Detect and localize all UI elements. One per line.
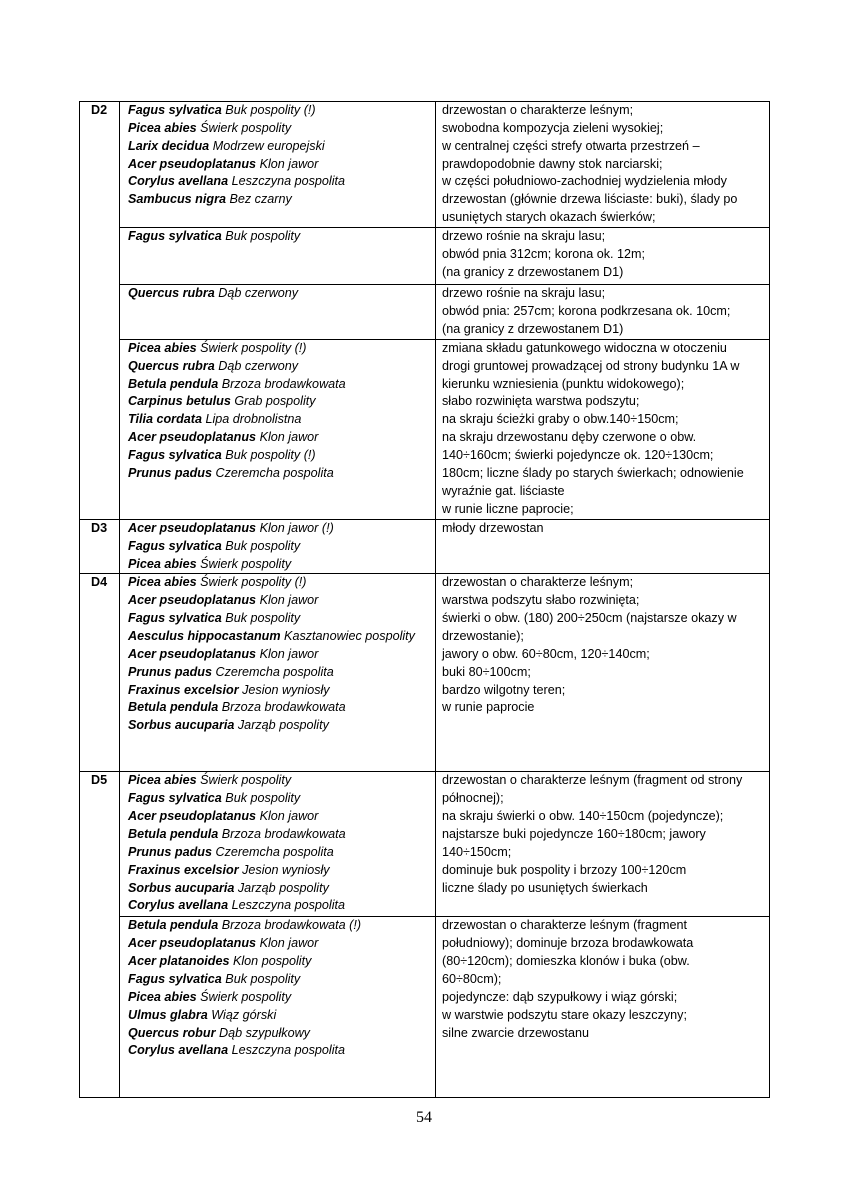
species-entry — [128, 340, 435, 358]
polish-name: Leszczyna pospolita — [228, 1043, 346, 1058]
note-line: w warstwie podszytu stare okazy leszczyny; — [442, 1007, 687, 1022]
note-line: drzewostanie); — [442, 628, 524, 643]
species-entry — [128, 447, 435, 465]
note-line: prawdopodobnie dawny stok narciarski; — [442, 156, 663, 171]
note-line: warstwa podszytu słabo rozwinięta; — [442, 593, 640, 608]
polish-name: Buk pospolity — [221, 538, 301, 553]
page-number: 54 — [416, 1109, 432, 1126]
species-entry — [128, 592, 435, 610]
section-code: D2 — [80, 102, 120, 520]
polish-name: Świerk pospolity — [196, 556, 292, 571]
polish-name: Modrzew europejski — [209, 138, 325, 153]
latin-name: Sorbus aucuparia — [128, 880, 235, 895]
polish-name: Świerk pospolity — [196, 989, 292, 1004]
note-line: (80÷120cm); domieszka klonów i buka (obw. — [442, 954, 690, 969]
latin-name: Fraxinus excelsior — [128, 862, 239, 877]
latin-name: Carpinus betulus — [128, 394, 231, 409]
species-entry — [128, 465, 435, 483]
polish-name: Jesion wyniosły — [238, 682, 330, 697]
species-entry — [128, 120, 435, 138]
species-entry — [128, 897, 435, 915]
table-row — [80, 227, 770, 284]
latin-name: Picea abies — [128, 120, 197, 135]
note-line: usuniętych starych okazach świerków; — [442, 210, 656, 225]
species-entry — [128, 826, 435, 844]
table-row — [80, 574, 770, 772]
note-line: 140÷160cm; świerki pojedyncze ok. 120÷130cm; — [442, 447, 714, 462]
species-entry — [128, 862, 435, 880]
polish-name: Buk pospolity — [221, 611, 301, 626]
note-line: północnej); — [442, 791, 504, 806]
polish-name: Buk pospolity — [221, 791, 301, 806]
note-line: wyraźnie gat. liściaste — [442, 483, 565, 498]
notes-cell — [436, 574, 770, 772]
latin-name: Betula pendula — [128, 700, 219, 715]
notes-cell — [436, 519, 770, 574]
latin-name: Picea abies — [128, 340, 197, 355]
note-line: w runie paprocie — [442, 700, 535, 715]
polish-name: Kasztanowiec pospolity — [280, 628, 415, 643]
latin-name: Quercus rubra — [128, 358, 215, 373]
latin-name: Acer pseudoplatanus — [128, 520, 257, 535]
polish-name: Wiąz górski — [207, 1007, 277, 1022]
species-entry — [128, 574, 435, 592]
species-entry — [128, 699, 435, 717]
note-line: w części południowo-zachodniej wydzielenia młody — [442, 174, 727, 189]
latin-name: Betula pendula — [128, 826, 219, 841]
species-cell — [120, 339, 436, 519]
latin-name: Betula pendula — [128, 918, 219, 933]
polish-name: Klon jawor — [256, 156, 319, 171]
latin-name: Picea abies — [128, 773, 197, 788]
latin-name: Fagus sylvatica — [128, 538, 222, 553]
species-entry — [128, 228, 435, 246]
table-row — [80, 339, 770, 519]
notes-cell — [436, 227, 770, 284]
note-line: drogi gruntowej prowadzącej od strony budynku 1A w — [442, 358, 740, 373]
species-entry — [128, 917, 435, 935]
notes-cell — [436, 102, 770, 228]
species-entry — [128, 808, 435, 826]
polish-name: Świerk pospolity (!) — [196, 575, 307, 590]
latin-name: Fagus sylvatica — [128, 447, 222, 462]
species-entry — [128, 538, 435, 556]
species-cell — [120, 917, 436, 1098]
note-line: drzewo rośnie na skraju lasu; — [442, 228, 606, 243]
table-row — [80, 772, 770, 917]
polish-name: Czeremcha pospolita — [211, 664, 334, 679]
latin-name: Prunus padus — [128, 465, 212, 480]
latin-name: Larix decidua — [128, 138, 210, 153]
note-line: drzewo rośnie na skraju lasu; — [442, 285, 606, 300]
polish-name: Buk pospolity — [221, 228, 301, 243]
polish-name: Czeremcha pospolita — [211, 465, 334, 480]
note-line: pojedyncze: dąb szypułkowy i wiąz górski; — [442, 989, 678, 1004]
note-line: drzewostan o charakterze leśnym (fragment — [442, 918, 687, 933]
note-line: na skraju drzewostanu dęby czerwone o obw. — [442, 430, 697, 445]
note-line: drzewostan o charakterze leśnym; — [442, 103, 634, 117]
latin-name: Acer pseudoplatanus — [128, 646, 257, 661]
polish-name: Dąb czerwony — [214, 358, 299, 373]
note-line: (na granicy z drzewostanem D1) — [442, 321, 624, 336]
latin-name: Corylus avellana — [128, 174, 229, 189]
polish-name: Leszczyna pospolita — [228, 898, 346, 913]
species-entry — [128, 989, 435, 1007]
species-entry — [128, 935, 435, 953]
note-line: młody drzewostan — [442, 520, 544, 535]
table-row — [80, 284, 770, 339]
notes-cell — [436, 284, 770, 339]
species-cell — [120, 102, 436, 228]
polish-name: Klon jawor — [256, 593, 319, 608]
polish-name: Klon jawor — [256, 646, 319, 661]
notes-cell — [436, 917, 770, 1098]
latin-name: Picea abies — [128, 556, 197, 571]
latin-name: Acer pseudoplatanus — [128, 593, 257, 608]
note-line: buki 80÷100cm; — [442, 664, 531, 679]
section-code: D4 — [80, 574, 120, 772]
latin-name: Quercus rubra — [128, 285, 215, 300]
note-line: drzewostan (głównie drzewa liściaste: buki), ślady po — [442, 192, 738, 207]
polish-name: Dąb czerwony — [214, 285, 299, 300]
species-cell — [120, 284, 436, 339]
species-entry — [128, 628, 435, 646]
latin-name: Sorbus aucuparia — [128, 718, 235, 733]
polish-name: Buk pospolity (!) — [221, 447, 316, 462]
latin-name: Tilia cordata — [128, 412, 202, 427]
note-line: bardzo wilgotny teren; — [442, 682, 566, 697]
note-line: swobodna kompozycja zieleni wysokiej; — [442, 120, 664, 135]
species-cell — [120, 772, 436, 917]
species-entry — [128, 646, 435, 664]
note-line: słabo rozwinięta warstwa podszytu; — [442, 394, 640, 409]
table-row — [80, 102, 770, 228]
species-entry — [128, 610, 435, 628]
latin-name: Acer pseudoplatanus — [128, 156, 257, 171]
species-entry — [128, 1042, 435, 1060]
note-line: w runie liczne paprocie; — [442, 501, 574, 516]
species-entry — [128, 102, 435, 120]
polish-name: Brzoza brodawkowata — [218, 700, 346, 715]
polish-name: Klon jawor — [256, 936, 319, 951]
species-inventory-table — [79, 101, 770, 1098]
note-line: południowy); dominuje brzoza brodawkowata — [442, 936, 694, 951]
note-line: drzewostan o charakterze leśnym (fragment od strony — [442, 773, 743, 788]
polish-name: Jesion wyniosły — [238, 862, 330, 877]
note-line: dominuje buk pospolity i brzozy 100÷120cm — [442, 862, 687, 877]
latin-name: Prunus padus — [128, 664, 212, 679]
note-line: kierunku wzniesienia (punktu widokowego); — [442, 376, 685, 391]
species-entry — [128, 880, 435, 898]
species-cell — [120, 574, 436, 772]
polish-name: Klon pospolity — [229, 954, 312, 969]
latin-name: Fagus sylvatica — [128, 228, 222, 243]
latin-name: Fagus sylvatica — [128, 791, 222, 806]
latin-name: Fagus sylvatica — [128, 971, 222, 986]
note-line: 180cm; liczne ślady po starych świerkach; odnowienie — [442, 465, 744, 480]
notes-cell — [436, 772, 770, 917]
section-code: D5 — [80, 772, 120, 1098]
species-entry — [128, 1025, 435, 1043]
note-line: jawory o obw. 60÷80cm, 120÷140cm; — [442, 646, 650, 661]
species-entry — [128, 1007, 435, 1025]
species-entry — [128, 156, 435, 174]
note-line: zmiana składu gatunkowego widoczna w otoczeniu — [442, 340, 727, 355]
note-line: na skraju świerki o obw. 140÷150cm (pojedyncze); — [442, 809, 724, 824]
species-entry — [128, 717, 435, 735]
polish-name: Świerk pospolity (!) — [196, 340, 307, 355]
polish-name: Lipa drobnolistna — [201, 412, 302, 427]
polish-name: Brzoza brodawkowata — [218, 826, 346, 841]
table-body — [80, 102, 770, 1098]
species-entry — [128, 138, 435, 156]
species-entry — [128, 393, 435, 411]
polish-name: Leszczyna pospolita — [228, 174, 346, 189]
note-line: liczne ślady po usuniętych świerkach — [442, 880, 648, 895]
latin-name: Fagus sylvatica — [128, 103, 222, 117]
species-entry — [128, 790, 435, 808]
species-entry — [128, 682, 435, 700]
latin-name: Betula pendula — [128, 376, 219, 391]
note-line: 60÷80cm); — [442, 971, 502, 986]
polish-name: Jarząb pospolity — [234, 880, 329, 895]
polish-name: Grab pospolity — [230, 394, 316, 409]
note-line: obwód pnia 312cm; korona ok. 12m; — [442, 246, 646, 261]
note-line: na skraju ścieżki graby o obw.140÷150cm; — [442, 412, 679, 427]
note-line: silne zwarcie drzewostanu — [442, 1025, 589, 1040]
notes-cell — [436, 339, 770, 519]
table-row — [80, 519, 770, 574]
latin-name: Picea abies — [128, 575, 197, 590]
species-entry — [128, 664, 435, 682]
species-entry — [128, 411, 435, 429]
polish-name: Dąb szypułkowy — [215, 1025, 310, 1040]
polish-name: Klon jawor — [256, 809, 319, 824]
species-cell — [120, 227, 436, 284]
note-line: najstarsze buki pojedyncze 160÷180cm; jawory — [442, 826, 706, 841]
polish-name: Świerk pospolity — [196, 120, 292, 135]
latin-name: Acer platanoides — [128, 954, 230, 969]
latin-name: Fagus sylvatica — [128, 611, 222, 626]
latin-name: Fraxinus excelsior — [128, 682, 239, 697]
note-line: 140÷150cm; — [442, 844, 512, 859]
latin-name: Quercus robur — [128, 1025, 216, 1040]
latin-name: Picea abies — [128, 989, 197, 1004]
species-entry — [128, 953, 435, 971]
latin-name: Ulmus glabra — [128, 1007, 208, 1022]
species-entry — [128, 429, 435, 447]
polish-name: Jarząb pospolity — [234, 718, 329, 733]
note-line: świerki o obw. (180) 200÷250cm (najstarsze okazy w — [442, 611, 737, 626]
species-entry — [128, 772, 435, 790]
polish-name: Świerk pospolity — [196, 773, 292, 788]
species-entry — [128, 844, 435, 862]
polish-name: Brzoza brodawkowata (!) — [218, 918, 362, 933]
species-entry — [128, 173, 435, 191]
species-entry — [128, 556, 435, 574]
note-line: obwód pnia: 257cm; korona podkrzesana ok. 10cm; — [442, 303, 731, 318]
polish-name: Buk pospolity (!) — [221, 103, 316, 117]
section-code: D3 — [80, 519, 120, 574]
polish-name: Klon jawor — [256, 430, 319, 445]
polish-name: Buk pospolity — [221, 971, 301, 986]
note-line: (na granicy z drzewostanem D1) — [442, 264, 624, 279]
species-entry — [128, 376, 435, 394]
polish-name: Czeremcha pospolita — [211, 844, 334, 859]
latin-name: Acer pseudoplatanus — [128, 809, 257, 824]
latin-name: Aesculus hippocastanum — [128, 628, 281, 643]
latin-name: Prunus padus — [128, 844, 212, 859]
species-entry — [128, 971, 435, 989]
latin-name: Corylus avellana — [128, 1043, 229, 1058]
latin-name: Acer pseudoplatanus — [128, 936, 257, 951]
table-row — [80, 917, 770, 1098]
species-entry — [128, 358, 435, 376]
note-line: drzewostan o charakterze leśnym; — [442, 575, 634, 590]
polish-name: Klon jawor (!) — [256, 520, 334, 535]
latin-name: Acer pseudoplatanus — [128, 430, 257, 445]
latin-name: Corylus avellana — [128, 898, 229, 913]
species-entry — [128, 285, 435, 303]
species-entry — [128, 520, 435, 538]
species-entry — [128, 191, 435, 209]
latin-name: Sambucus nigra — [128, 192, 226, 207]
species-cell — [120, 519, 436, 574]
polish-name: Brzoza brodawkowata — [218, 376, 346, 391]
note-line: w centralnej części strefy otwarta przestrzeń – — [442, 138, 700, 153]
polish-name: Bez czarny — [225, 192, 292, 207]
